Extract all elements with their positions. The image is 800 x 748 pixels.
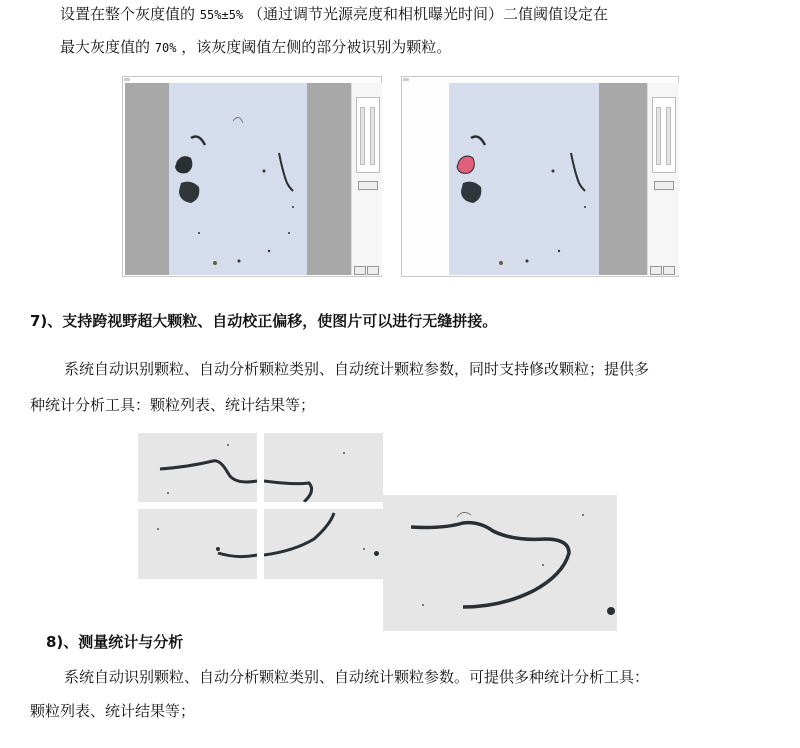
stitch-tile-bottom-left bbox=[138, 509, 257, 579]
cancel-button bbox=[663, 266, 675, 275]
control-panel bbox=[351, 83, 382, 275]
view-margin bbox=[599, 83, 647, 275]
stitched-result-image bbox=[383, 495, 617, 631]
view-margin bbox=[125, 83, 169, 275]
stitch-tile-bottom-right bbox=[264, 509, 383, 579]
paragraph-line bbox=[60, 36, 451, 59]
window-title-mark bbox=[124, 78, 130, 81]
text: （通过调节光源亮度和相机曝光时间）二值阈值设定在 bbox=[247, 5, 608, 23]
view-margin bbox=[307, 83, 351, 275]
section-heading: 8)、测量统计与分析 bbox=[46, 633, 184, 651]
slider-bar bbox=[360, 107, 365, 165]
fiber-image bbox=[264, 433, 383, 502]
window-title-mark bbox=[403, 78, 409, 81]
ok-button bbox=[650, 266, 662, 275]
ok-button bbox=[354, 266, 366, 275]
threshold-value: 70% bbox=[154, 41, 177, 55]
particle-image-field bbox=[449, 83, 599, 275]
paragraph-line: 系统自动识别颗粒、自动分析颗粒类别、自动统计颗粒参数。可提供多种统计分析工具： bbox=[64, 668, 650, 686]
threshold-range: 55%±5% bbox=[199, 8, 244, 22]
text: 设置在整个灰度值的 bbox=[60, 5, 196, 23]
paragraph-line: 系统自动识别颗粒、自动分析颗粒类别、自动统计颗粒参数，同时支持修改颗粒；提供多 bbox=[64, 360, 650, 378]
paragraph-line: 颗粒列表、统计结果等； bbox=[30, 702, 196, 720]
fiber-image bbox=[383, 495, 617, 631]
fiber-image bbox=[138, 433, 257, 502]
paragraph-line bbox=[60, 3, 608, 26]
text: ，该灰度阈值左侧的部分被识别为颗粒。 bbox=[181, 38, 452, 56]
control-panel bbox=[647, 83, 679, 275]
paragraph-line: 种统计分析工具：颗粒列表、统计结果等； bbox=[30, 396, 316, 414]
stitch-tile-top-right bbox=[264, 433, 383, 502]
cancel-button bbox=[367, 266, 379, 275]
apply-button bbox=[654, 181, 674, 190]
slider-bar bbox=[656, 107, 661, 165]
particle-image-field bbox=[169, 83, 307, 275]
stitch-tile-top-left bbox=[138, 433, 257, 502]
slider-bar bbox=[666, 107, 671, 165]
particle-image bbox=[449, 83, 599, 275]
section-heading: 7)、支持跨视野超大颗粒、自动校正偏移，使图片可以进行无缝拼接。 bbox=[30, 312, 498, 330]
apply-button bbox=[358, 181, 378, 190]
fiber-image bbox=[138, 509, 257, 579]
software-screenshot-identified bbox=[401, 76, 679, 277]
text: 最大灰度值的 bbox=[60, 38, 151, 56]
fiber-image bbox=[264, 509, 383, 579]
particle-image bbox=[169, 83, 307, 275]
software-screenshot-original bbox=[122, 76, 382, 277]
slider-bar bbox=[370, 107, 375, 165]
particle-dot bbox=[374, 551, 379, 556]
